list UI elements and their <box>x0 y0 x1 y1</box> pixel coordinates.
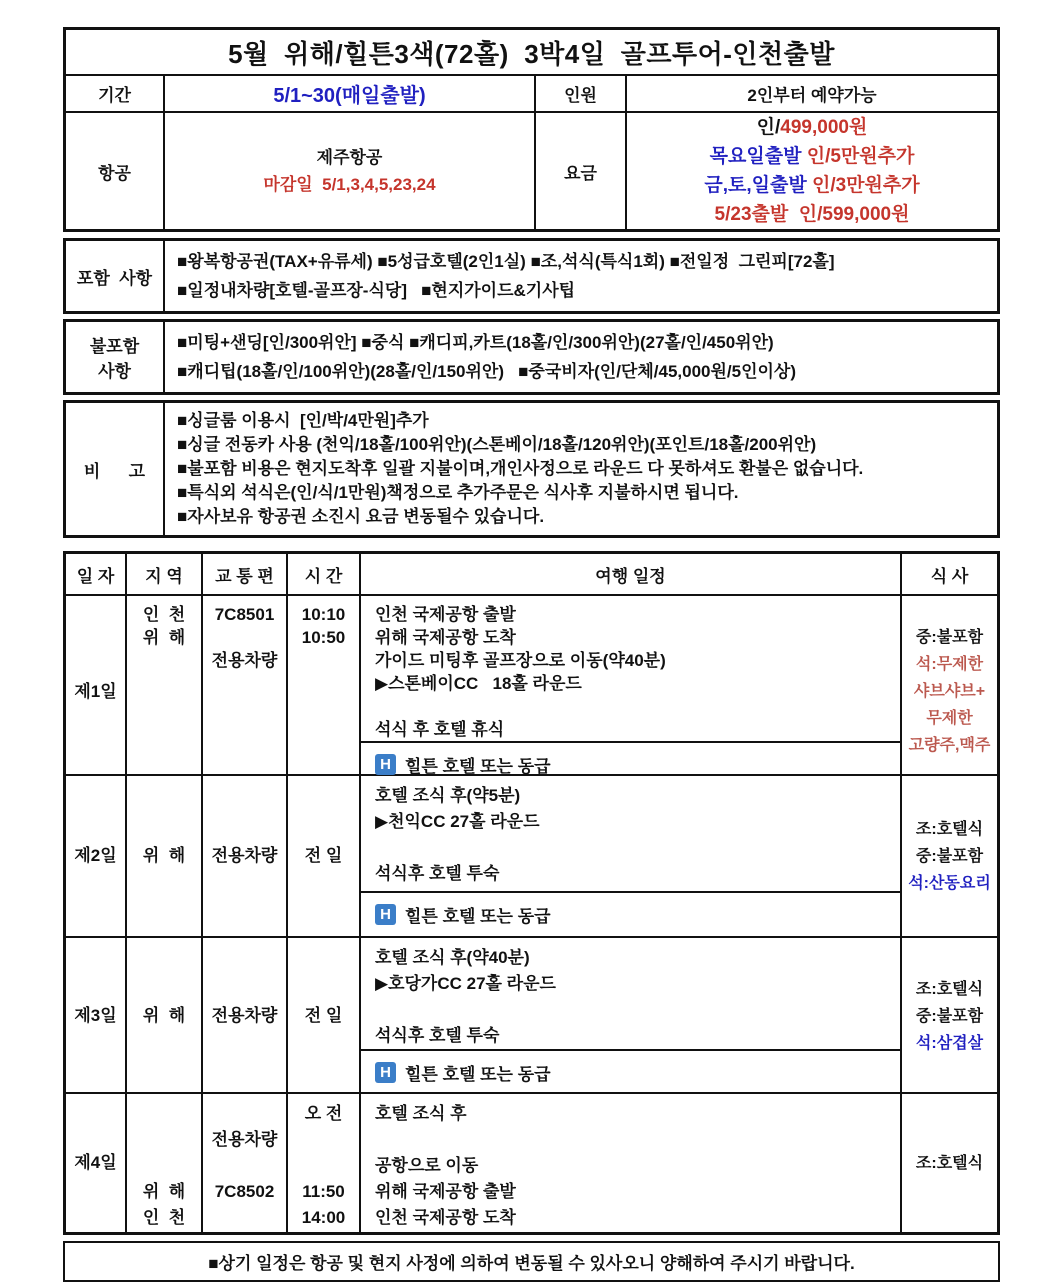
day-label: 제1일 <box>74 681 117 701</box>
time-line: 10:50 <box>301 628 346 647</box>
transport-line: 전용차량 <box>211 1130 278 1149</box>
meal-line: 조:호텔식 <box>915 980 984 998</box>
day3-itinerary-cell <box>361 938 902 1094</box>
fare-label-cell <box>536 113 627 229</box>
excluded-line: ■미팅+샌딩[인/300위안] ■중식 ■캐디피,카트(18홀/인/300위안)(27홀/인/450위안) <box>177 333 774 352</box>
meal-line: 중:불포함 <box>915 847 984 865</box>
included-line: ■왕복항공권(TAX+유류세) ■5성급호텔(2인1실) ■조,석식(특식1회) ■전일정 그린피[72홀] <box>177 252 835 271</box>
itinerary-line <box>375 997 894 1023</box>
period-label: 기간 <box>98 86 131 105</box>
region-line: 인 천 <box>142 1208 186 1227</box>
included-label-cell <box>66 241 165 311</box>
day4-transport-cell <box>203 1094 288 1232</box>
day3-hotel-row <box>361 1049 900 1094</box>
day1-itinerary <box>361 596 900 741</box>
day1-transport-cell <box>203 596 288 786</box>
people-value: 2인부터 예약가능 <box>747 86 877 105</box>
day3-itinerary <box>361 938 900 1049</box>
day4-label-cell <box>66 1094 127 1232</box>
day-label: 제4일 <box>74 1153 117 1172</box>
excluded-line: ■캐디팁(18홀/인/100위안)(28홀/인/150위안) ■중국비자(인/단체/45,000원/5인이상) <box>177 362 797 381</box>
transport-line: 7C8502 <box>214 1182 275 1201</box>
header-region: 지 역 <box>127 554 203 594</box>
day3-meal-cell <box>902 938 997 1094</box>
header-meal: 식 사 <box>930 566 969 586</box>
itinerary-line: 인천 국제공항 출발 <box>375 605 516 624</box>
notes-label: 비 고 <box>83 461 146 481</box>
day4-meal-cell <box>902 1094 997 1232</box>
notes-line: ■자사보유 항공권 소진시 요금 변동될수 있습니다. <box>177 507 545 526</box>
fare-line-base: 인/499,000원 <box>756 117 868 138</box>
notes-content <box>165 403 997 535</box>
hotel-name: 힐튼 호텔 또는 동급 <box>405 757 551 776</box>
footer-text: ■상기 일정은 항공 및 현지 사정에 의하여 변동될 수 있사오니 양해하여 주시기 바랍니다. <box>208 1254 855 1273</box>
itinerary-line: 석식후 호텔 투숙 <box>375 864 500 883</box>
flight-fare-row <box>66 113 997 229</box>
schedule-row-day2 <box>66 776 997 938</box>
period-value-cell <box>165 76 536 111</box>
meal-line: 중:불포함 <box>915 628 984 646</box>
meal-line: 석:삼겹살 <box>915 1034 984 1052</box>
included-table <box>63 238 1000 314</box>
time-line: 전 일 <box>304 1006 343 1025</box>
header-time: 시 간 <box>288 554 361 594</box>
day4-itinerary-cell <box>361 1094 902 1232</box>
day1-time-cell <box>288 596 361 786</box>
notes-line: ■싱글 전동카 사용 (천익/18홀/100위안)(스톤베이/18홀/120위안)(포인트/18홀/200위안) <box>177 435 817 454</box>
itinerary-line: ▶호당가CC 27홀 라운드 <box>375 974 556 993</box>
itinerary-line: 호텔 조식 후(약5분) <box>375 786 521 805</box>
day2-hotel-row <box>361 891 900 936</box>
footer-notice <box>63 1241 1000 1282</box>
day1-label-cell <box>66 596 127 786</box>
hotel-name: 힐튼 호텔 또는 동급 <box>405 907 551 926</box>
day3-label-cell <box>66 938 127 1094</box>
day4-itinerary <box>361 1094 900 1232</box>
meal-line: 샤브샤브+ <box>913 682 986 700</box>
region-line: 인 천 <box>142 605 186 624</box>
airline-name: 제주항공 <box>316 148 383 167</box>
region-line: 위 해 <box>142 628 186 647</box>
flight-label-cell <box>66 113 165 229</box>
notes-line: ■싱글룸 이용시 [인/박/4만원]추가 <box>177 411 429 430</box>
itinerary-line: 위해 국제공항 도착 <box>375 628 516 647</box>
day3-time-cell <box>288 938 361 1094</box>
day-label: 제2일 <box>74 846 117 865</box>
notes-label-cell <box>66 403 165 535</box>
day2-itinerary <box>361 776 900 891</box>
time-line: 11:50 <box>302 1182 345 1201</box>
meal-line: 중:불포함 <box>915 1007 984 1025</box>
itinerary-line <box>375 835 894 861</box>
day3-region-cell <box>127 938 203 1094</box>
time-line: 전 일 <box>304 846 343 865</box>
hotel-icon: H <box>375 904 396 925</box>
header-day: 일 자 <box>66 554 127 594</box>
header-itinerary: 여행 일정 <box>361 554 902 594</box>
hotel-icon: H <box>375 754 396 775</box>
flight-deadline: 마감일 5/1,3,4,5,23,24 <box>263 175 436 194</box>
period-value: 5/1~30(매일출발) <box>273 85 426 107</box>
flight-label: 항공 <box>98 163 131 183</box>
region-line: 위 해 <box>142 1182 186 1201</box>
transport-line: 전용차량 <box>211 846 278 865</box>
day1-region-cell <box>127 596 203 786</box>
fare-line-may23: 5/23출발 인/599,000원 <box>714 204 910 225</box>
itinerary-line: 가이드 미팅후 골프장으로 이동(약40분) <box>375 651 666 670</box>
people-label-cell <box>536 76 627 111</box>
day2-region-cell <box>127 776 203 936</box>
time-line: 14:00 <box>301 1208 346 1227</box>
meal-line: 석:산동요리 <box>908 874 991 892</box>
transport-line: 7C8501 <box>214 605 275 624</box>
time-line: 오 전 <box>304 1104 343 1123</box>
notes-line: ■특식외 석식은(인/식/1만원)책정으로 추가주문은 식사후 지불하시면 됩니다. <box>177 483 739 502</box>
day-label: 제3일 <box>74 1006 117 1025</box>
hotel-icon: H <box>375 1062 396 1083</box>
meal-line: 조:호텔식 <box>915 820 984 838</box>
hotel-name: 힐튼 호텔 또는 동급 <box>405 1065 551 1084</box>
schedule-row-day4 <box>66 1094 997 1232</box>
day2-label-cell <box>66 776 127 936</box>
itinerary-line: 석식 후 호텔 휴식 <box>375 720 505 739</box>
region-line: 위 해 <box>142 846 186 865</box>
itinerary-line <box>375 1127 894 1153</box>
meal-line: 고량주,맥주 <box>908 736 991 754</box>
schedule-row-day1 <box>66 596 997 776</box>
period-label-cell <box>66 76 165 111</box>
itinerary-line: 석식후 호텔 투숙 <box>375 1026 500 1045</box>
flight-value-cell <box>165 113 536 229</box>
region-line: 위 해 <box>142 1006 186 1025</box>
schedule-row-day3 <box>66 938 997 1094</box>
included-line: ■일정내차량[호텔-골프장-식당] ■현지가이드&기사팁 <box>177 281 576 300</box>
schedule-table <box>63 551 1000 1235</box>
day4-time-cell <box>288 1094 361 1232</box>
fare-line-weekend: 금,토,일출발 인/3만원추가 <box>704 175 920 196</box>
transport-line: 전용차량 <box>211 651 278 670</box>
itinerary-line: ▶스톤베이CC 18홀 라운드 <box>375 674 582 693</box>
page-title: 5월 위해/힐튼3색(72홀) 3박4일 골프투어-인천출발 <box>66 30 997 76</box>
period-row <box>66 76 997 113</box>
day4-region-cell <box>127 1094 203 1232</box>
itinerary-line: 호텔 조식 후(약40분) <box>375 948 530 967</box>
day2-itinerary-cell <box>361 776 902 936</box>
header-transport: 교 통 편 <box>203 554 288 594</box>
meal-line: 무제한 <box>926 709 973 727</box>
day1-meal-cell <box>902 596 997 786</box>
excluded-label-line: 불포함 <box>89 337 140 356</box>
day2-time-cell <box>288 776 361 936</box>
day2-transport-cell <box>203 776 288 936</box>
time-line: 10:10 <box>301 605 346 624</box>
meal-line: 조:호텔식 <box>915 1154 984 1172</box>
people-value-cell <box>627 76 997 111</box>
itinerary-line: 공항으로 이동 <box>375 1156 479 1175</box>
itinerary-line <box>375 695 894 718</box>
excluded-label-line: 사항 <box>98 362 131 381</box>
header-info-table <box>63 27 1000 232</box>
day1-itinerary-cell <box>361 596 902 786</box>
itinerary-line: ▶천익CC 27홀 라운드 <box>375 812 540 831</box>
included-content <box>165 241 997 311</box>
schedule-header-row <box>66 554 997 596</box>
people-label: 인원 <box>564 86 597 105</box>
fare-line-thursday: 목요일출발 인/5만원추가 <box>709 146 915 167</box>
itinerary-line: 인천 국제공항 도착 <box>375 1208 516 1227</box>
excluded-label-cell <box>66 322 165 392</box>
day3-transport-cell <box>203 938 288 1094</box>
meal-line: 석:무제한 <box>915 655 984 673</box>
notes-line: ■불포함 비용은 현지도착후 일괄 지불이며,개인사정으로 라운드 다 못하셔도 환불은 없습니다. <box>177 459 864 478</box>
itinerary-line: 호텔 조식 후 <box>375 1104 467 1123</box>
notes-table <box>63 400 1000 538</box>
fare-value-cell <box>627 113 997 229</box>
itinerary-line: 위해 국제공항 출발 <box>375 1182 516 1201</box>
day2-meal-cell <box>902 776 997 936</box>
transport-line: 전용차량 <box>211 1006 278 1025</box>
fare-label: 요금 <box>564 163 597 183</box>
excluded-content <box>165 322 997 392</box>
included-label: 포함 사항 <box>76 268 153 288</box>
excluded-table <box>63 319 1000 395</box>
